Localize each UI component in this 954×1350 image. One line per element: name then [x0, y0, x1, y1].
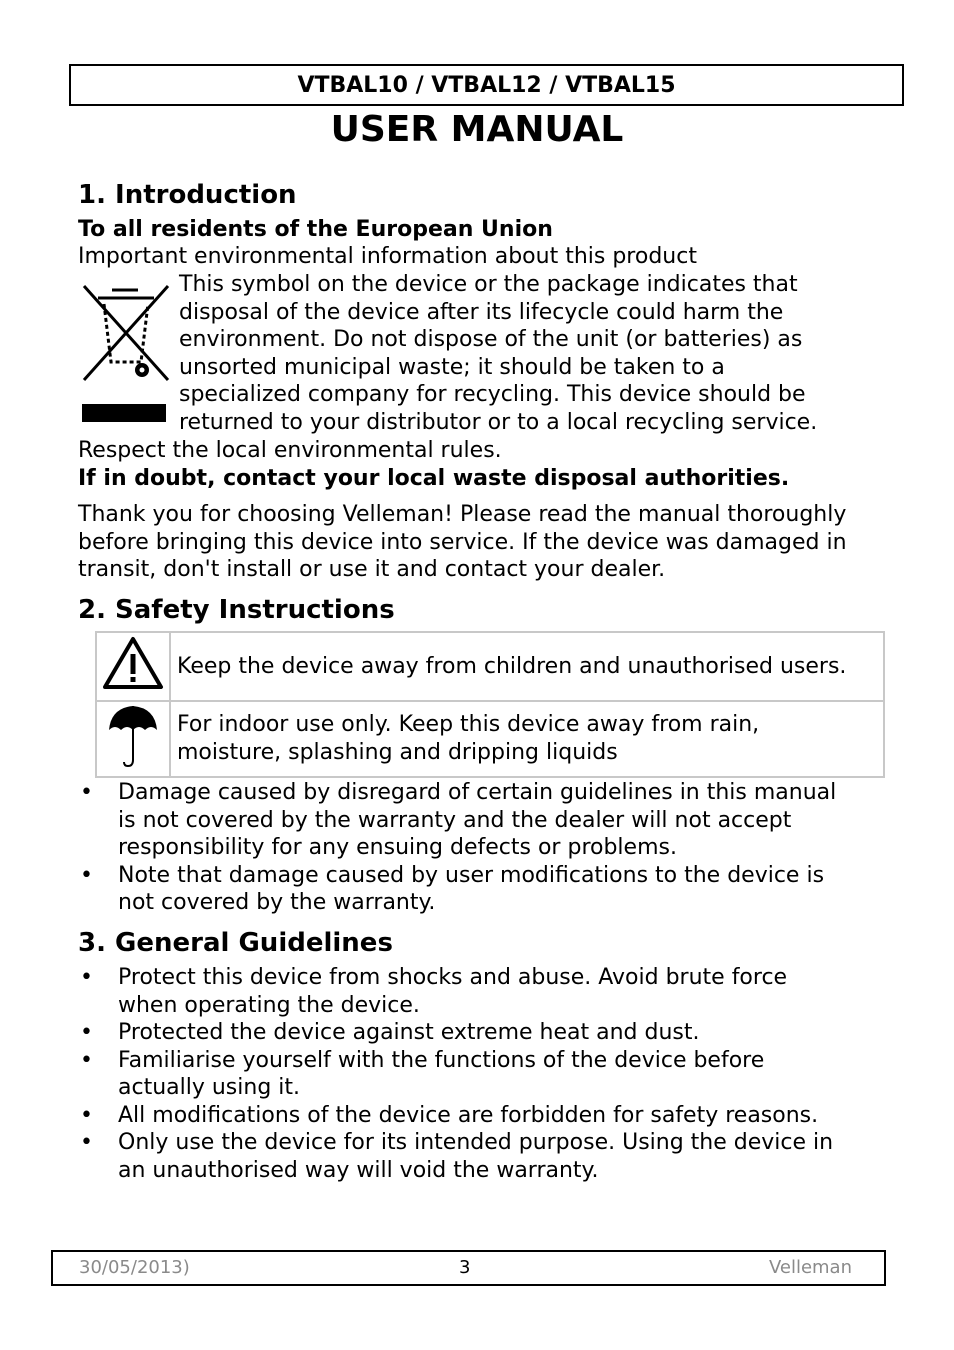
general-guidelines-heading: 3. General Guidelines [78, 928, 393, 958]
thank-you-line: Thank you for choosing Velleman! Please read the manual thoroughly [78, 502, 847, 527]
list-item-line: Protect this device from shocks and abuse. Avoid brute force [118, 965, 788, 990]
weee-line: unsorted municipal waste; it should be taken to a [179, 354, 725, 380]
guidelines-bullet-list [78, 964, 878, 1184]
list-item-line: when operating the device. [118, 992, 420, 1018]
bullet-icon: • [80, 862, 93, 888]
environmental-info-line: Important environmental information about this product [78, 244, 697, 269]
safety-text-cell [170, 701, 884, 777]
list-item-line: Note that damage caused by user modifications to the device is [118, 862, 825, 888]
list-item [78, 862, 878, 917]
bullet-icon: • [80, 780, 93, 805]
page-number: 3 [459, 1257, 471, 1278]
list-item-line: Damage caused by disregard of certain guidelines in this manual [118, 780, 837, 805]
list-item-line: an unauthorised way will void the warranty. [118, 1157, 599, 1183]
safety-heading: 2. Safety Instructions [78, 595, 395, 625]
model-numbers: VTBAL10 / VTBAL12 / VTBAL15 [297, 73, 676, 98]
safety-text-cell [170, 632, 884, 701]
list-item [78, 779, 878, 862]
list-item-line: Protected the device against extreme heat and dust. [118, 1020, 700, 1045]
list-item [78, 964, 878, 1019]
weee-text [179, 271, 879, 436]
footer-brand: Velleman [768, 1257, 852, 1278]
list-item [78, 1019, 878, 1047]
bullet-icon: • [80, 1130, 93, 1155]
list-item [78, 1129, 878, 1184]
weee-crossed-bin-icon [76, 280, 176, 430]
page-footer [51, 1250, 886, 1286]
bullet-icon: • [80, 1020, 93, 1045]
safety-text-line: For indoor use only. Keep this device away from rain, [177, 712, 760, 737]
footer-date: 30/05/2013) [79, 1257, 190, 1278]
warning-triangle-icon [102, 636, 164, 690]
respect-rules-line: Respect the local environmental rules. [78, 438, 502, 463]
model-numbers-box [69, 64, 904, 106]
bullet-icon: • [80, 1047, 93, 1073]
safety-bullet-list [78, 779, 878, 917]
safety-text-line: moisture, splashing and dripping liquids [177, 740, 618, 765]
thank-you-paragraph [78, 501, 888, 584]
list-item [78, 1102, 878, 1130]
safety-row [96, 701, 884, 777]
introduction-heading: 1. Introduction [78, 180, 297, 210]
list-item-line: Only use the device for its intended purpose. Using the device in [118, 1130, 834, 1155]
umbrella-icon [105, 702, 161, 768]
eu-residents-heading: To all residents of the European Union [78, 217, 553, 242]
thank-you-line: transit, don't install or use it and contact your dealer. [78, 557, 666, 582]
list-item-line: Familiarise yourself with the functions of the device before [118, 1047, 765, 1073]
weee-line: disposal of the device after its lifecycle could harm the [179, 299, 784, 325]
weee-line: returned to your distributor or to a local recycling service. [179, 409, 818, 435]
list-item-line: responsibility for any ensuing defects or problems. [118, 835, 677, 860]
list-item-line: not covered by the warranty. [118, 890, 436, 915]
doubt-contact-line: If in doubt, contact your local waste disposal authorities. [78, 466, 790, 491]
list-item-line: actually using it. [118, 1075, 301, 1100]
document-title: USER MANUAL [330, 109, 624, 150]
weee-line: specialized company for recycling. This device should be [179, 382, 806, 407]
list-item-line: is not covered by the warranty and the dealer will not accept [118, 807, 792, 833]
safety-text-line: Keep the device away from children and unauthorised users. [177, 653, 847, 679]
safety-icon-cell [96, 632, 170, 701]
safety-row [96, 632, 884, 701]
weee-line: This symbol on the device or the package indicates that [179, 272, 798, 297]
thank-you-line: before bringing this device into service. If the device was damaged in [78, 529, 847, 555]
safety-table [95, 631, 885, 778]
safety-icon-cell [96, 701, 170, 777]
bullet-icon: • [80, 1102, 93, 1128]
bullet-icon: • [80, 965, 93, 990]
list-item-line: All modifications of the device are forbidden for safety reasons. [118, 1102, 819, 1128]
weee-line: environment. Do not dispose of the unit (or batteries) as [179, 327, 803, 352]
list-item [78, 1047, 878, 1102]
